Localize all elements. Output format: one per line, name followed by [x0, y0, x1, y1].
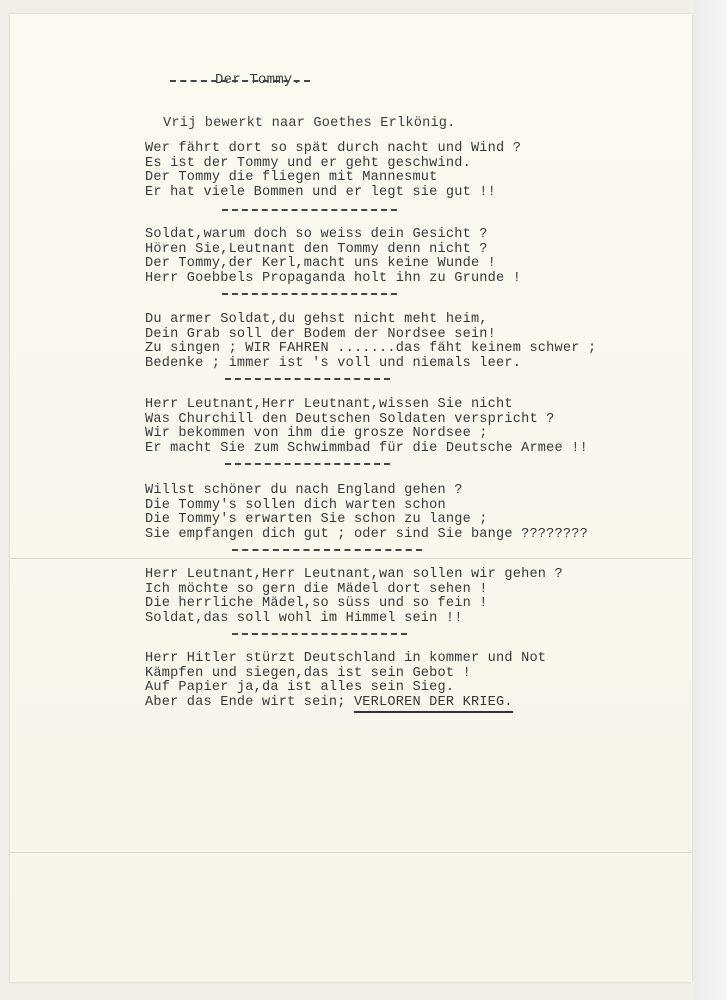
stanza-1: [145, 142, 521, 200]
stanza-line: Er hat viele Bommen und er legt sie gut !!: [145, 184, 497, 200]
stanza-line: Was Churchill den Deutschen Soldaten verspricht ?: [145, 411, 555, 427]
stanza-line: Herr Hitler stürzt Deutschland in kommer und Not: [145, 651, 547, 666]
poem-title: Der Tommy.: [215, 72, 302, 88]
stanza-line: Herr Goebbels Propaganda holt ihn zu Grunde !: [145, 270, 522, 286]
stanza-line: Wir bekommen von ihm die grosze Nordsee ;: [145, 426, 488, 441]
final-line: [145, 696, 546, 711]
stanza-3: [145, 313, 596, 371]
stanza-2: [145, 228, 521, 286]
stanza-line: Der Tommy die fliegen mit Mannesmut: [145, 170, 438, 185]
stanza-line: Die herrliche Mädel,so süss und so fein !: [145, 596, 488, 611]
stanza-line: Herr Leutnant,Herr Leutnant,wissen Sie nicht: [145, 397, 513, 412]
stanza-divider: [225, 463, 390, 465]
stanza-line: Sie empfangen dich gut ; oder sind Sie bange ????????: [145, 526, 588, 542]
stanza-divider: [232, 633, 407, 635]
stanza-line: Bedenke ; immer ist 's voll und niemals leer.: [145, 355, 522, 371]
stanza-line: Soldat,das soll wohl im Himmel sein !!: [145, 610, 463, 626]
stanza-line: Herr Leutnant,Herr Leutnant,wan sollen wir gehen ?: [145, 567, 563, 582]
stanza-line: Der Tommy,der Kerl,macht uns keine Wunde !: [145, 256, 497, 271]
stanza-divider: [232, 549, 422, 551]
paper-fold-line: [10, 558, 692, 559]
stanza-line: Die Tommy's sollen dich warten schon: [145, 497, 446, 513]
stanza-divider: [222, 293, 397, 295]
final-line-emphasis: VERLOREN DER KRIEG.: [354, 695, 513, 713]
stanza-5: [145, 484, 588, 542]
stanza-line: Soldat,warum doch so weiss dein Gesicht ?: [145, 227, 488, 242]
stanza-divider: [222, 209, 397, 211]
stanza-7: [145, 652, 546, 710]
stanza-line: Er macht Sie zum Schwimmbad für die Deutsche Armee !!: [145, 440, 588, 456]
stanza-line: Auf Papier ja,da ist alles sein Sieg.: [145, 680, 455, 695]
stanza-line: Ich möchte so gern die Mädel dort sehen !: [145, 581, 488, 597]
stanza-4: [145, 398, 588, 456]
stanza-line: Die Tommy's erwarten Sie schon zu lange ;: [145, 512, 488, 527]
typewritten-page: [10, 14, 692, 982]
stanza-line: Es ist der Tommy und er geht geschwind.: [145, 155, 471, 171]
scan-edge: [694, 0, 727, 1000]
title-underline: [170, 80, 310, 82]
stanza-line: Hören Sie,Leutnant den Tommy denn nicht ?: [145, 241, 488, 257]
stanza-line: Willst schöner du nach England gehen ?: [145, 483, 463, 498]
stanza-line: Dein Grab soll der Bodem der Nordsee sein!: [145, 326, 497, 342]
stanza-line: Kämpfen und siegen,das ist sein Gebot !: [145, 665, 471, 681]
poem-subtitle: Vrij bewerkt naar Goethes Erlkönig.: [163, 116, 456, 131]
stanza-line: Wer fährt dort so spät durch nacht und Wind ?: [145, 141, 522, 156]
paper-fold-line: [10, 852, 692, 853]
stanza-line: Du armer Soldat,du gehst nicht meht heim,: [145, 312, 488, 327]
stanza-divider: [225, 378, 390, 380]
final-line-prefix: Aber das Ende wirt sein;: [145, 694, 354, 710]
stanza-6: [145, 568, 563, 626]
stanza-line: Zu singen ; WIR FAHREN .......das fäht keinem schwer ;: [145, 341, 597, 356]
